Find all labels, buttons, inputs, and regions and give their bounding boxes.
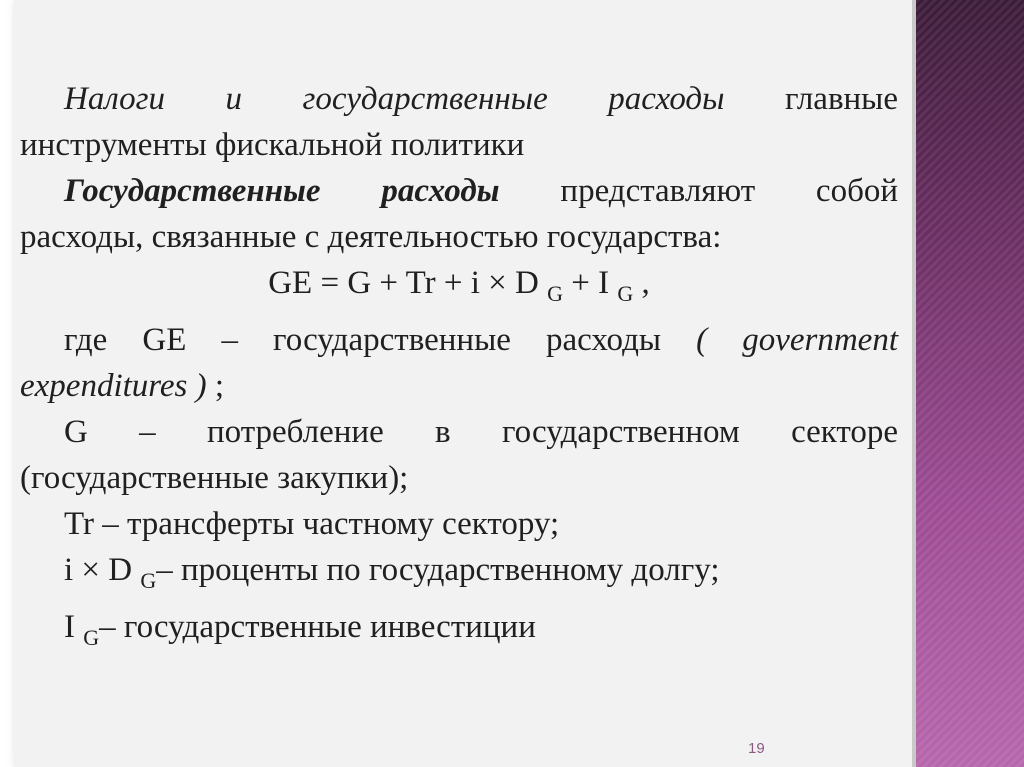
g-definition-end: (государственные закупки); bbox=[20, 460, 409, 496]
interest-symbol: i × D bbox=[64, 552, 133, 588]
g-definition-text: G – потребление в государственном секторе bbox=[64, 414, 898, 450]
formula-tail: , bbox=[633, 265, 650, 301]
paragraph-interest-definition bbox=[20, 547, 898, 604]
paragraph-ge-definition-line2 bbox=[20, 363, 898, 409]
ge-definition-text: где GE – государственные расходы bbox=[64, 322, 662, 358]
paragraph-tr-definition bbox=[20, 501, 898, 547]
main-word: главные bbox=[784, 81, 899, 117]
taxes-and-spending-phrase: Налоги и государственные расходы bbox=[64, 81, 725, 117]
interest-subscript: G bbox=[140, 568, 157, 593]
formula-plus-i: + I bbox=[563, 265, 610, 301]
ge-english-term-start: ( government bbox=[696, 322, 899, 358]
interest-definition-text: – проценты по государственному долгу; bbox=[156, 552, 720, 588]
paragraph-taxes-line2 bbox=[20, 122, 898, 168]
side-bar-texture bbox=[916, 0, 1024, 767]
paragraph-ge-definition-line1 bbox=[20, 317, 898, 363]
paragraph-g-definition-line2 bbox=[20, 455, 898, 501]
gov-spending-definition-start: представляют собой bbox=[560, 173, 899, 209]
formula-subscript-d: G bbox=[547, 281, 564, 306]
slide-body-text bbox=[20, 76, 898, 661]
ge-english-term-end: expenditures ) bbox=[20, 368, 207, 404]
ge-definition-end: ; bbox=[206, 368, 225, 404]
paragraph-investment-definition bbox=[20, 604, 898, 661]
page-number: 19 bbox=[748, 740, 765, 757]
formula bbox=[20, 260, 898, 317]
gov-spending-definition-end: расходы, связанные с деятельностью государства: bbox=[20, 219, 722, 255]
formula-main: GE = G + Tr + i × D bbox=[268, 265, 539, 301]
decorative-side-bar bbox=[916, 0, 1024, 767]
investment-definition-text: – государственные инвестиции bbox=[99, 609, 536, 645]
paragraph-gov-spending-line2 bbox=[20, 214, 898, 260]
investment-subscript: G bbox=[83, 625, 100, 650]
paragraph-g-definition-line1 bbox=[20, 409, 898, 455]
investment-symbol: I bbox=[64, 609, 75, 645]
tr-definition-text: Tr – трансферты частному сектору; bbox=[64, 506, 560, 542]
gov-spending-term: Государственные расходы bbox=[64, 173, 500, 209]
paragraph-gov-spending-line1 bbox=[20, 168, 898, 214]
fiscal-policy-tools-text: инструменты фискальной политики bbox=[20, 127, 525, 163]
left-margin bbox=[0, 0, 14, 767]
formula-subscript-i: G bbox=[617, 281, 634, 306]
paragraph-taxes-line1 bbox=[20, 76, 898, 122]
